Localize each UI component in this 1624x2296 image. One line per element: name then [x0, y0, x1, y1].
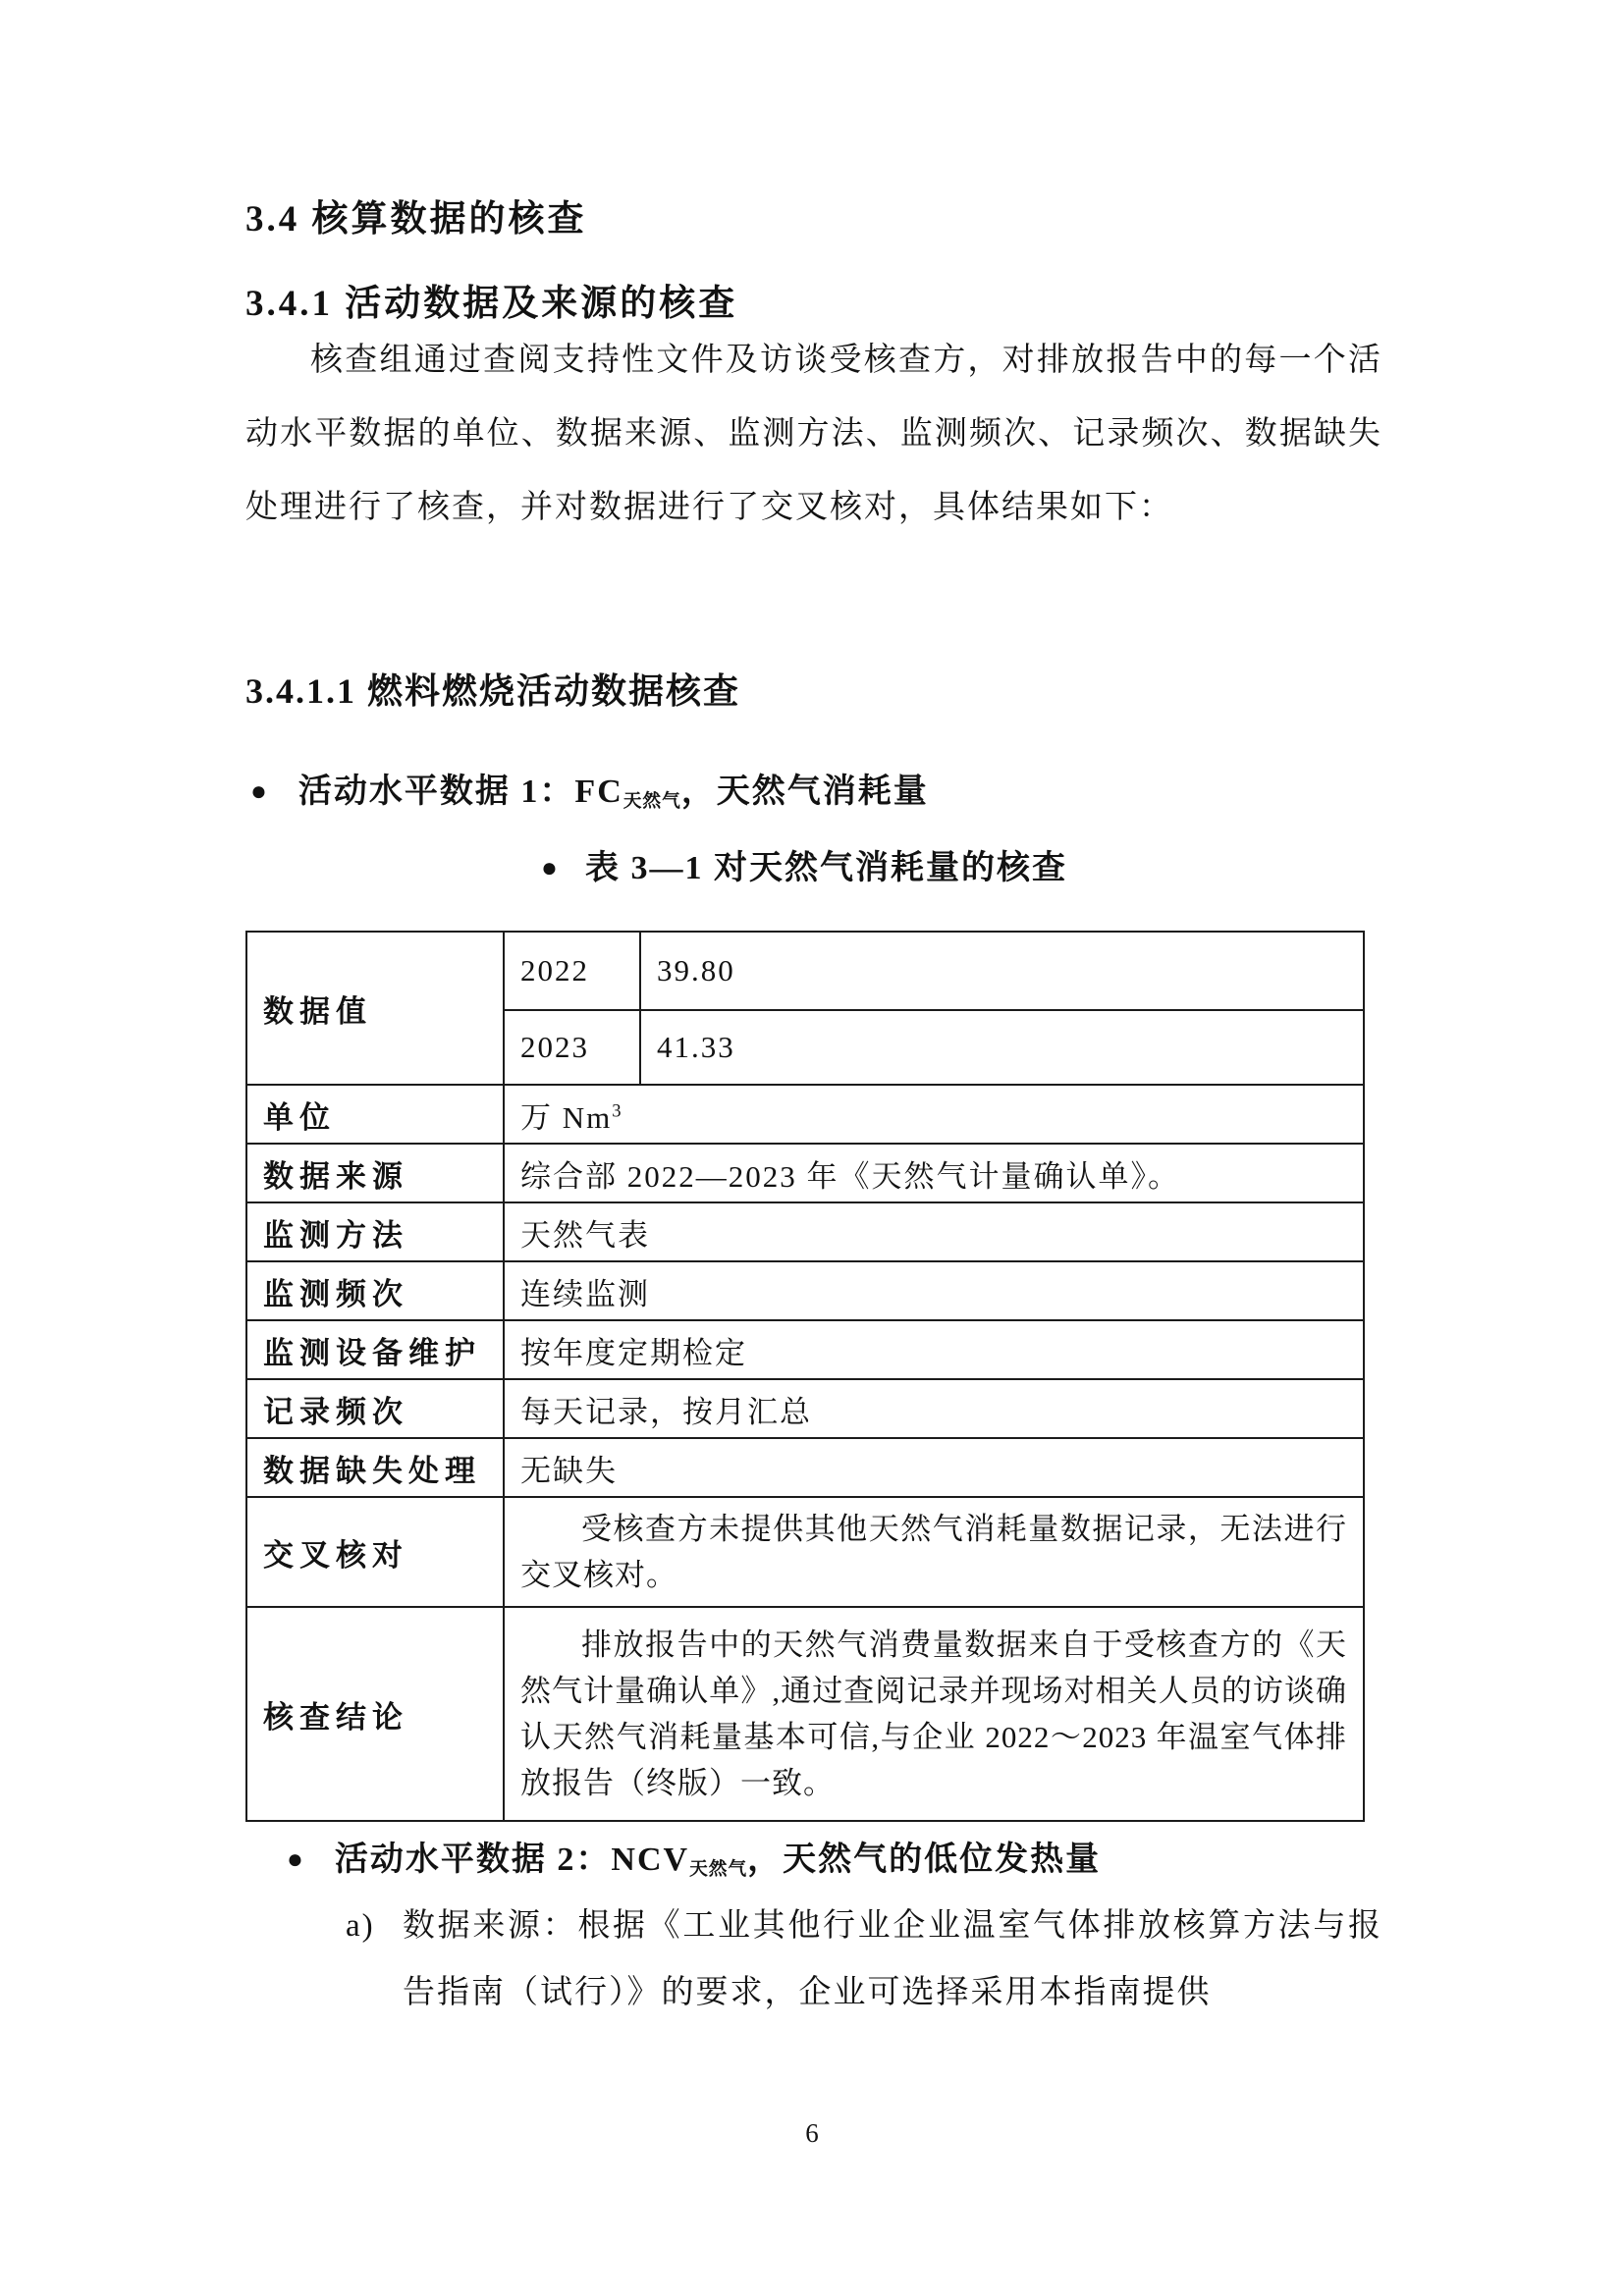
row-label-monitoring-frequency: 监测频次: [246, 1261, 504, 1320]
row-label-missing-data: 数据缺失处理: [246, 1438, 504, 1497]
activity-data-1-rest: ，天然气消耗量: [680, 774, 929, 810]
missing-data-cell: 无缺失: [504, 1438, 1364, 1497]
section-heading-3-4: 3.4 核算数据的核查: [245, 199, 587, 240]
page-number: 6: [805, 2118, 819, 2148]
table-row: [246, 1607, 1364, 1821]
unit-value-cell: [504, 1085, 1364, 1144]
year-cell: 2023: [504, 1010, 640, 1085]
list-item-a: [346, 1893, 1382, 2026]
table-row: [246, 1085, 1364, 1144]
row-label-record-frequency: 记录频次: [246, 1379, 504, 1438]
monitoring-method-cell: 天然气表: [504, 1202, 1364, 1261]
table-row: [246, 1320, 1364, 1379]
table-row: [246, 1261, 1364, 1320]
activity-data-1-label: 活动水平数据 1：FC: [298, 774, 623, 810]
activity-data-2-item: [287, 1832, 1101, 1880]
conclusion-cell: 排放报告中的天然气消费量数据来自于受核查方的《天然气计量确认单》,通过查阅记录并现场对相关人员的访谈确认天然气消耗量基本可信,与企业 2022～2023 年温室气体排放报告（终版）一致。: [504, 1607, 1364, 1821]
record-frequency-cell: 每天记录，按月汇总: [504, 1379, 1364, 1438]
table-row: [246, 1144, 1364, 1202]
data-source-cell: 综合部 2022—2023 年《天然气计量确认单》。: [504, 1144, 1364, 1202]
row-label-equipment-maintenance: 监测设备维护: [246, 1320, 504, 1379]
table-row: [246, 1438, 1364, 1497]
row-label-cross-check: 交叉核对: [246, 1497, 504, 1607]
unit-exponent: 3: [612, 1100, 623, 1122]
equipment-maintenance-cell: 按年度定期检定: [504, 1320, 1364, 1379]
activity-data-1-item: [250, 764, 929, 812]
table-row: [246, 932, 1364, 1010]
table-row: [246, 1497, 1364, 1607]
value-cell: 39.80: [640, 932, 1364, 1010]
section-heading-3-4-1-1: 3.4.1.1 燃料燃烧活动数据核查: [245, 671, 741, 711]
row-label-conclusion: 核查结论: [246, 1607, 504, 1821]
table-caption-text: 表 3—1 对天然气消耗量的核查: [584, 850, 1067, 886]
row-label-monitoring-method: 监测方法: [246, 1202, 504, 1261]
activity-data-2-subscript: 天然气: [689, 1859, 748, 1881]
year-cell: 2022: [504, 932, 640, 1010]
table-caption: [245, 840, 1363, 888]
table-row: [246, 1202, 1364, 1261]
row-label-data-value: 数据值: [246, 932, 504, 1085]
bullet-icon: ●: [541, 853, 560, 883]
list-item-a-marker: a): [346, 1908, 375, 1944]
intro-paragraph: 核查组通过查阅支持性文件及访谈受核查方，对排放报告中的每一个活动水平数据的单位、数据来源、监测方法、监测频次、记录频次、数据缺失处理进行了核查，并对数据进行了交叉核对，具体结果如下：: [245, 343, 1382, 525]
activity-data-2-label: 活动水平数据 2：NCV: [334, 1842, 690, 1878]
section-heading-3-4-1: 3.4.1 活动数据及来源的核查: [245, 284, 738, 324]
unit-base: 万 Nm: [520, 1099, 613, 1135]
bullet-icon: ●: [250, 776, 269, 807]
verification-table: [245, 931, 1365, 1822]
bullet-icon: ●: [287, 1844, 305, 1875]
row-label-unit: 单位: [246, 1085, 504, 1144]
activity-data-2-rest: ，天然气的低位发热量: [747, 1842, 1102, 1878]
cross-check-cell: 受核查方未提供其他天然气消耗量数据记录，无法进行交叉核对。: [504, 1497, 1364, 1607]
value-cell: 41.33: [640, 1010, 1364, 1085]
activity-data-1-subscript: 天然气: [623, 791, 681, 813]
list-item-a-text: 数据来源：根据《工业其他行业企业温室气体排放核算方法与报告指南（试行）》的要求，企业可选择采用本指南提供: [403, 1908, 1382, 2010]
monitoring-frequency-cell: 连续监测: [504, 1261, 1364, 1320]
table-row: [246, 1379, 1364, 1438]
row-label-data-source: 数据来源: [246, 1144, 504, 1202]
